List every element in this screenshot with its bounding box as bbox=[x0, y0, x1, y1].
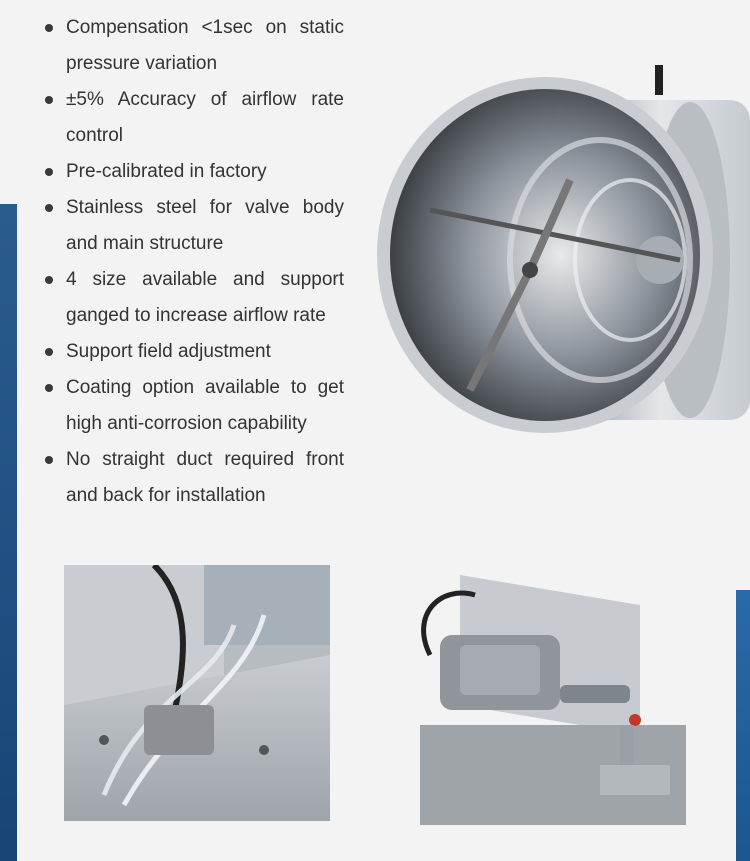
feature-item: Compensation <1sec on static pressure variation bbox=[44, 10, 344, 82]
feature-item: Coating option available to get high anti-corrosion capability bbox=[44, 370, 344, 442]
feature-item: ±5% Accuracy of airflow rate control bbox=[44, 82, 344, 154]
left-accent-bar bbox=[0, 204, 17, 861]
right-accent-bar bbox=[736, 590, 750, 861]
feature-item: No straight duct required front and back for installation bbox=[44, 442, 344, 514]
feature-item: Pre-calibrated in factory bbox=[44, 154, 344, 190]
feature-item: Support field adjustment bbox=[44, 334, 344, 370]
sensor-closeup-photo bbox=[64, 565, 330, 821]
feature-item: 4 size available and support ganged to increase airflow rate bbox=[44, 262, 344, 334]
actuator-photo bbox=[420, 575, 686, 825]
valve-photo bbox=[370, 60, 750, 460]
feature-item: Stainless steel for valve body and main structure bbox=[44, 190, 344, 262]
feature-list bbox=[44, 10, 344, 514]
